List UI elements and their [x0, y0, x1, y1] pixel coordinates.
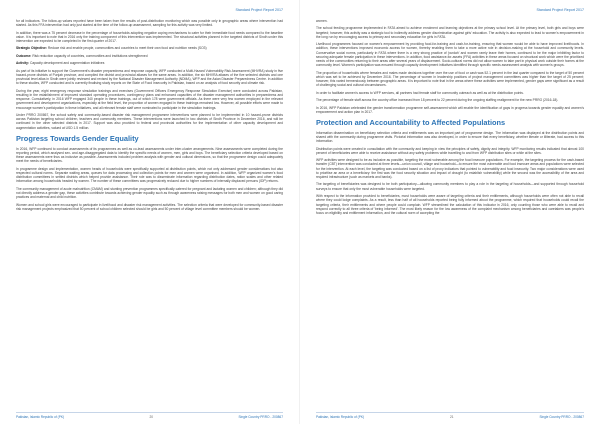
paragraph: In addition, there was a 75 percent decrease in the percentage of households adopting negative coping mechanisms to cater for their immediate food needs compared to the baseline value. It is important to note that in 2016 only the training component of this intervention was implemented. The structural activities planned in the targeted districts of Sindh under this intervention are expected to be completed in the first quarter of 2017. — [16, 30, 283, 44]
paragraph: Under PRRO 200867, the school safety and community-based disaster risk management programme interventions were planned to be implemented in 10 hazard-prone districts across Pakistan targeting school children, teachers and community members. These interventions were launched in two districts of Sindh Province in December 2016, and will be continued in the other selected districts in 2017. Support was also provided to federal and provincial authorities for the implementation of other capacity development and augmentation activities, valued at USD 1.5 million. — [16, 113, 283, 130]
strategic-objective-label: Strategic Objective: — [16, 46, 47, 51]
paragraph: With respect to the information provided to beneficiaries, most households were aware of targeting criteria and their entitlements, although households were often not able to recall where they could lodge complaints. As a result, less than half of all households reported being fully informed about the programme, which required that households could recall the targeting criteria, their entitlements and where people could complain. WFP streamlined the calculation of this indicator in 2016, only counting those who were able to recall and respond correctly to all three criteria of 'being informed'. The most likely reason for the low awareness of the complaint mechanism among beneficiaries and caretakers was people's focus on eligibility and entitlement information, and the cultural norm of accepting the — [316, 194, 584, 215]
page-number: 21 — [449, 415, 454, 419]
activity-line — [16, 61, 283, 65]
outcome-line — [16, 54, 283, 58]
paragraph: Livelihood programmes focused on women's empowerment by providing food-for-training and cash-for-training, ensuring that women would be able to have improved livelihoods. In addition, these interventions improved economic access for women, thereby enabling them to take a more active role in decision-making at the household and community levels. Conservative social norms, particularly in FATA where there is a very strong practice of 'purdah' and women rarely leave their homes, continued to be the major inhibiting factor to securing adequate female participation in these interventions. In addition, food assistance-for-assets (FFA) activities in these areas focused on structural work which were the prioritized needs of the communities returning to their areas after several years of displacement. Socio-cultural norms did not allow women to take part in physical work outside their homes at the community level. Women's participation was ensured through capacity development initiatives identified through specific needs assessment analysis with women's groups. — [316, 42, 584, 68]
footer-project-label: Single Country PRRO - 200867 — [238, 415, 283, 419]
paragraph: WFP activities were designed to be as inclusive as possible, targeting the most vulnerable among the food insecure populations. For example, the targeting process for the cash-based transfer (CBT) intervention was conducted at three levels—union council, village and household—to ensure the most vulnerable and food insecure areas and populations were selected for the intervention. At each level, the targeting was conducted based on a list of proxy indicators that pointed to vulnerability and food insecurity. Two major considerations were used to prioritise an area or a beneficiary: the first was the food security situation and impact of drought (to establish vulnerability) while the second was the accessibility of the area and required infrastructure (such as markets and banks). — [316, 158, 584, 180]
paragraph: for all indicators. The follow-up values reported have been taken from the results of post-distribution monitoring which was possible only in geographic areas where intervention had started. As this FFA intervention had only just started at the time of the follow-up assessment, sampling for this activity was very limited. — [16, 19, 283, 28]
paragraph: In order to facilitate women's access to WFP services, all partners had female staff for community outreach as well as at the distribution points. — [316, 90, 524, 95]
report-page-right — [300, 0, 600, 424]
paragraph: The community management of acute malnutrition (CMAM) and stunting prevention programmes specifically catered for pregnant and lactating women and children; although they did not directly address a gender gap, these activities contribute towards achieving gender equality such as through awareness raising messages for both men and women on good caring practices and maternal and child nutrition. — [16, 186, 283, 200]
paragraph: The percentage of female staff across the country office increased from 18 percent to 22 percent during the ongoing staffing realignment for the new PRRO (2016-18). — [316, 98, 559, 103]
paragraph: Distribution points were created in consultation with the community and keeping in view the principles of safety, dignity and integrity. WFP monitoring results indicated that almost 100 percent of beneficiaries were able to receive assistance without any safety problems while travelling to and from WFP distribution sites or while at the sites. — [316, 146, 584, 155]
section-heading-protection: Protection and Accountability to Affected Populations — [316, 118, 506, 128]
paragraph: In 2016, WFP Pakistan celebrated the gender transformation programme self-assessment which will enable the identification of gaps in progress towards gender equality and women's empowerment and action plan in 2017. — [316, 105, 584, 114]
outcome-text: Risk reduction capacity of countries, communities and institutions strengthened — [32, 53, 148, 58]
paragraph-fragment: women. — [316, 19, 328, 23]
paragraph: The proportion of households where females and males made decisions together over the use of food or cash was 52.1 percent in the last quarter compared to the target of 50 percent which was set to be achieved by December 2016. The percentage of women in leadership positions of project management committees was higher than the target of 25 percent; however, this varied tremendously between geographic areas. It is important to note that in the areas where these activities were implemented, gender gaps were significant as a result of challenging social and cultural circumstances. — [316, 70, 584, 88]
activity-text: Capacity development and augmentation initiatives — [29, 61, 105, 66]
activity-label: Activity: — [16, 61, 30, 66]
page-number: 20 — [149, 415, 154, 419]
outcome-label: Outcome: — [16, 53, 32, 58]
paragraph: The school feeding programme implemented in FATA aimed to achieve enrolment and learning objectives at the primary school level. At the primary level, both girls and boys were targeted; however, this activity was a strategic tool to indirectly address gender discrimination against girls' education. The activity is also expected to lead to women's empowerment in the long run by encouraging access to primary and secondary education for girls in FATA. — [316, 26, 584, 39]
page-body — [16, 19, 283, 211]
paragraph: Women and school girls were encouraged to participate in livelihood and disaster risk management activities. The selection criteria that were developed for community-based disaster risk management projects emphasized that 50 percent of school children selected should be girls and 50 percent of village level committee members should be women. — [16, 202, 283, 211]
footer-country-label: Pakistan, Islamic Republic of (PK) — [16, 415, 65, 419]
page-body — [316, 19, 584, 215]
strategic-objective-text: Reduce risk and enable people, communities and countries to meet their own food and nutrition needs (SO3) — [47, 46, 207, 51]
paragraph: In programme design and implementation, women heads of households were specifically supported at distribution points, which not only addressed gender considerations but also respected cultural norms. Separate waiting areas, queues for data processing and collection points for men and women were organised. In addition, WFP organized women's food distribution committees in settled districts which helped provide assistance. Their role was to disseminate information regarding distribution dates, ration scales and other related information among households headed by women. The number of these committees was progressively reduced due to higher numbers of internally displaced persons (IDP) returns. — [16, 166, 283, 184]
page-footer — [16, 412, 283, 419]
page-header-title: Standard Project Report 2017 — [235, 8, 283, 12]
page-footer — [316, 412, 584, 419]
footer-project-label: Single Country PRRO - 200867 — [539, 415, 584, 419]
paragraph: In 2016, WFP continued to conduct assessments of its programmes as well as co-lead assessments under inter-cluster arrangements. Nine assessments were completed during the reporting period, which analysed sex- and age-disaggregated data to identify the specific needs of women, men, girls and boys. The beneficiary selection criteria developed based on these assessments were thus as inclusive as possible. Assessments included problem analysis with gender and cultural dimensions, so that the programme design could adequately meet the needs of beneficiaries. — [16, 146, 283, 164]
footer-country-label: Pakistan, Islamic Republic of (PK) — [316, 415, 365, 419]
page-header-title: Standard Project Report 2017 — [536, 8, 584, 12]
paragraph: During the year, eight emergency response simulation trainings and exercises (Government Officers Emergency Response Simulation Exercise) were conducted across Pakistan, resulting in the establishment of improved standard operating procedures, contingency plans and enhanced capacities of the disaster management authorities in preparedness and response. Cumulatively, in 2016 WFP engaged 340 people in these trainings, out of which 178 were government officials. As there were very few women employed in the relevant government and development organizations, especially at the field level, the proportion of women engaged in these trainings remained low. However, all possible efforts were made to encourage women's participation in these initiatives, and all relevant female staff were nominated to participate in the simulation trainings. — [16, 88, 283, 110]
section-heading-gender-equality: Progress Towards Gender Equality — [16, 133, 139, 143]
strategic-objective-line — [16, 46, 283, 50]
paragraph: As part of its initiative to support the Government's disaster preparedness and response capacity, WFP conducted a Multi-Hazard Vulnerability Risk Assessment (MHVRA) study in five hazard-prone districts of Punjab province, and compiled the district and provincial atlases for the same areas. In addition, the six MHVRA atlases of the five selected districts and one provincial level atlas in Sindh were jointly reviewed and revised by the National Disaster Management Authority (NDMA), WFP and the Asian Disaster Preparedness Centre. In addition to these studies, WFP conducted and is currently finalising study reports on the State of Food Insecurity in Pakistan, based on an analysis of food security and climate risk. — [16, 68, 283, 86]
paragraph: The targeting of beneficiaries was designed to be both participatory—allowing community members to play a role in the targeting of households—and supported through household surveys to ensure that only the most vulnerable households were targeted. — [316, 182, 584, 191]
paragraph: Information dissemination on beneficiary selection criteria and entitlements was an important part of programme design. The information was displayed at the distribution points and shared with the community during programme visits. Pictorial information was also developed, in order to ensure that every beneficiary, whether literate or illiterate, had access to this information. — [316, 130, 584, 144]
